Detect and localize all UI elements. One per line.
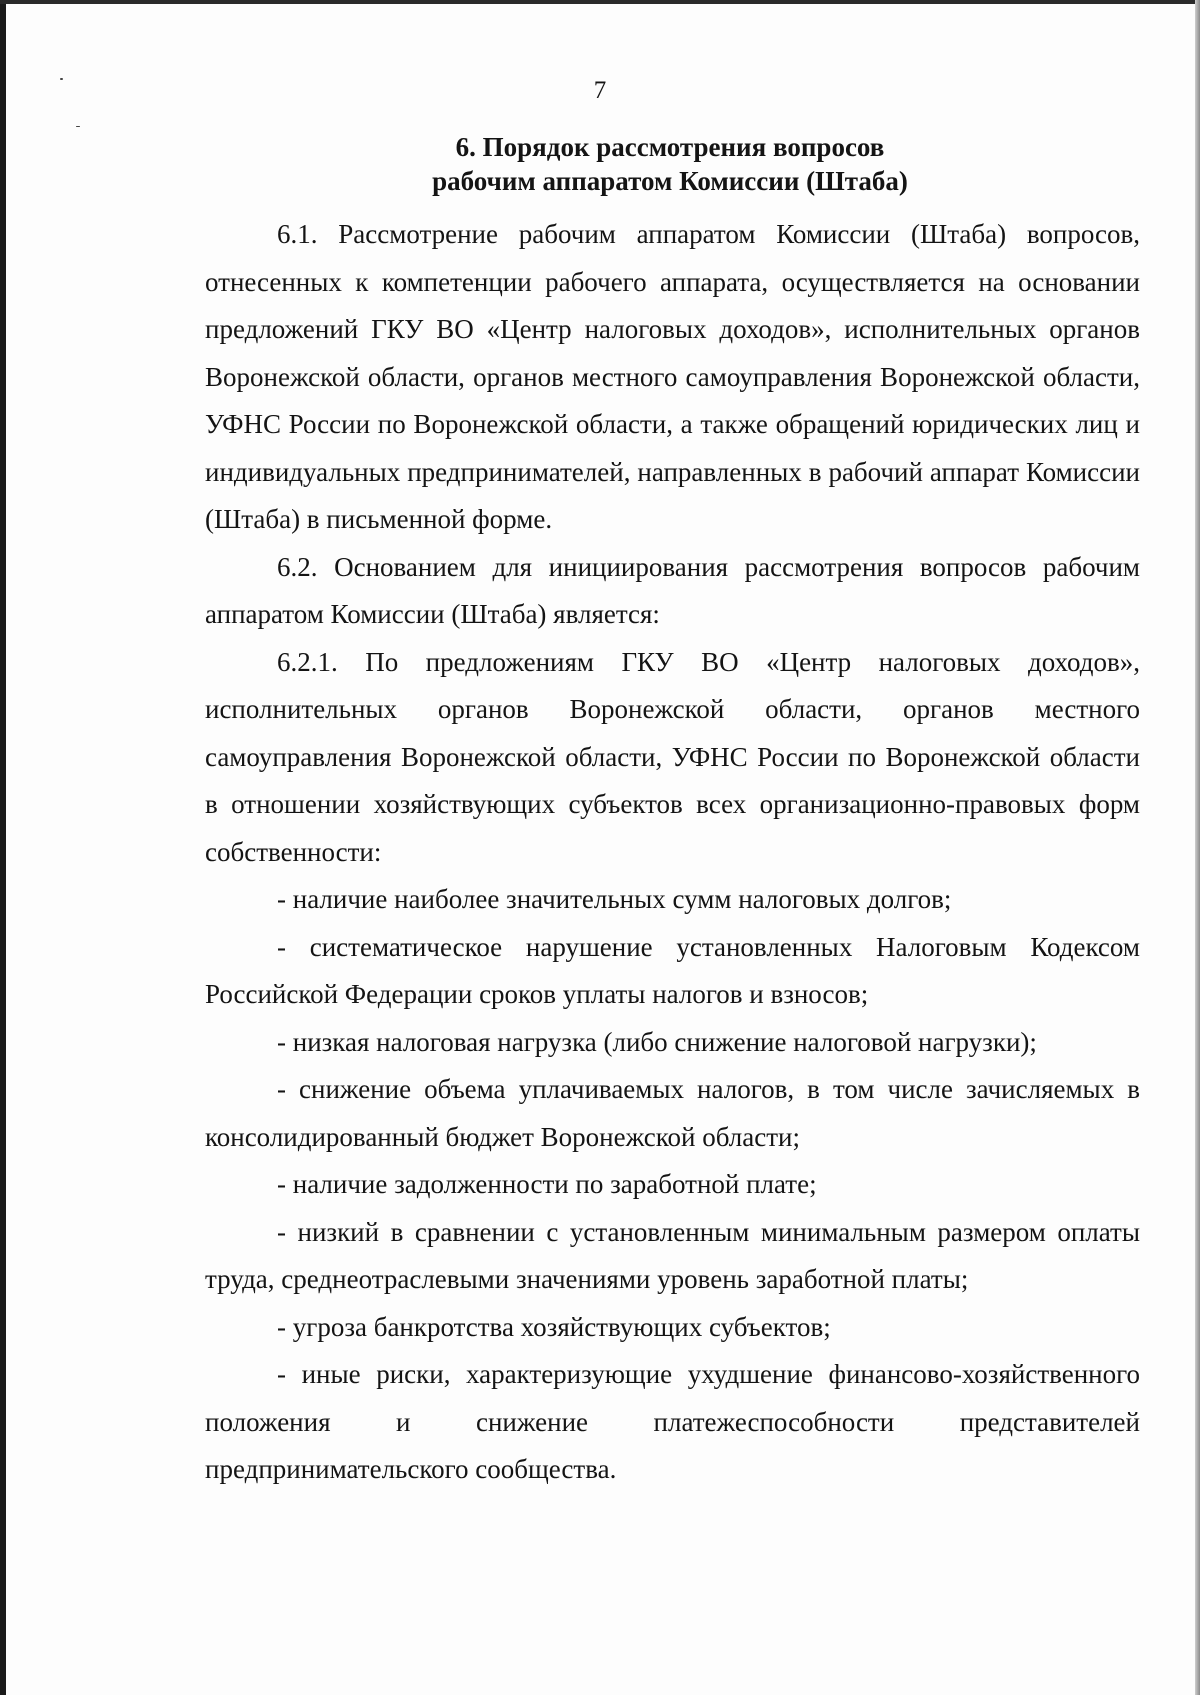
list-item-reduced-tax-volume: - снижение объема уплачиваемых налогов, в том числе зачисляемых в консолидированный бюджет Воронежской области; [205, 1074, 1140, 1152]
list-item-other-risks: - иные риски, характеризующие ухудшение финансово-хозяйственного положения и снижение платежеспособности представителей предпринимательского сообщества. [205, 1359, 1140, 1484]
document-body [205, 211, 1140, 1494]
list-item-low-wages: - низкий в сравнении с установленным минимальным размером оплаты труда, среднеотраслевыми значениями уровень заработной платы; [205, 1216, 1140, 1294]
page-number: 7 [593, 77, 607, 104]
list-item-low-tax-burden: - низкая налоговая нагрузка (либо снижение налоговой нагрузки); [277, 1026, 1037, 1057]
section-heading-line-2: рабочим аппаратом Комиссии (Штаба) [432, 166, 908, 196]
paragraph-6-1: 6.1. Рассмотрение рабочим аппаратом Комиссии (Штаба) вопросов, отнесенных к компетенции рабочего аппарата, осуществляется на основании предложений ГКУ ВО «Центр налоговых доходов», исполнительных органов Воронежской области, органов местного самоуправления Воронежской области, УФНС России по Воронежской области, а также обращений юридических лиц и индивидуальных предпринимателей, направленных в рабочий аппарат Комиссии (Штаба) в письменной форме. [205, 219, 1140, 534]
paragraph-6-2-1: 6.2.1. По предложениям ГКУ ВО «Центр налоговых доходов», исполнительных органов Воронежской области, органов местного самоуправления Воронежской области, УФНС России по Воронежской области в отношении хозяйствующих субъектов всех организационно-правовых форм собственности: [205, 646, 1140, 867]
scan-edge-right [1195, 0, 1200, 1695]
section-heading-line-1: 6. Порядок рассмотрения вопросов [455, 132, 885, 162]
scan-edge-top [0, 0, 1200, 4]
scan-speck [76, 126, 80, 127]
section-heading [0, 130, 1200, 198]
scan-edge-left [0, 0, 6, 1695]
list-item-tax-debts: - наличие наиболее значительных сумм налоговых долгов; [277, 884, 952, 914]
list-item-bankruptcy-threat: - угроза банкротства хозяйствующих субъектов; [277, 1311, 831, 1342]
paragraph-6-2: 6.2. Основанием для инициирования рассмотрения вопросов рабочим аппаратом Комиссии (Штаба) является: [205, 551, 1140, 629]
list-item-payment-violations: - систематическое нарушение установленных Налоговым Кодексом Российской Федерации сроков уплаты налогов и взносов; [205, 931, 1140, 1009]
list-item-wage-arrears: - наличие задолженности по заработной плате; [277, 1169, 817, 1199]
